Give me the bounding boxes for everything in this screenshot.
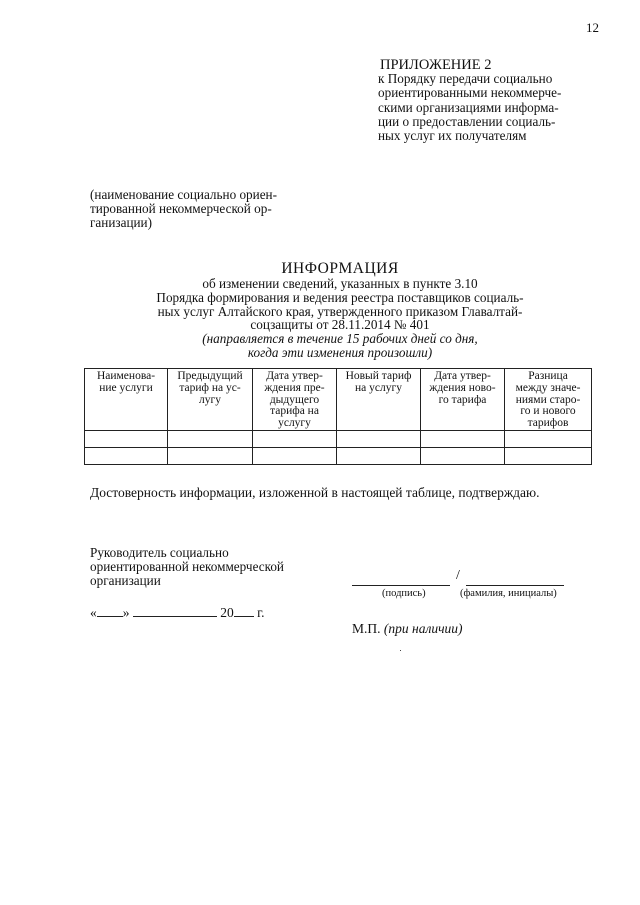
header-previous-tariff: Предыдущий тариф на ус- лугу xyxy=(168,369,253,431)
document-heading xyxy=(110,260,570,360)
appendix-title: ПРИЛОЖЕНИЕ 2 xyxy=(380,57,492,73)
stamp-place xyxy=(352,621,463,637)
table-cell xyxy=(505,430,592,447)
heading-line: ных услуг Алтайского края, утвержденного приказом Главалтай- xyxy=(157,303,523,319)
tariff-change-table xyxy=(84,368,592,465)
manager-line: ориентированной некоммерческой xyxy=(90,559,284,574)
appendix-line: ных услуг их получателям xyxy=(378,128,527,144)
appendix-line: скими организациями информа- xyxy=(378,99,559,115)
table-row xyxy=(85,447,592,464)
org-name-line: (наименование социально ориен- xyxy=(90,187,278,202)
header-new-tariff: Новый тариф на услугу xyxy=(337,369,421,431)
year-suffix: г. xyxy=(257,605,265,620)
year-prefix: 20 xyxy=(220,605,234,620)
table-cell xyxy=(421,447,505,464)
table-row xyxy=(85,430,592,447)
table-cell xyxy=(253,447,337,464)
org-name-line: ганизации) xyxy=(90,215,153,231)
month-blank xyxy=(133,604,217,617)
table-cell xyxy=(168,430,253,447)
date-line xyxy=(90,604,265,621)
heading-line: об изменении сведений, указанных в пункте 3.10 xyxy=(202,276,478,291)
manager-line: организации xyxy=(90,573,161,588)
heading-line: Порядка формирования и ведения реестра поставщиков социаль- xyxy=(156,289,524,305)
stamp-note: (при наличии) xyxy=(383,621,463,636)
appendix-line: к Порядку передачи социально xyxy=(378,71,553,87)
year-blank xyxy=(234,604,254,617)
heading-note-line: (направляется в течение 15 рабочих дней со дня, xyxy=(202,331,478,347)
table-cell xyxy=(85,447,168,464)
heading-note-line: когда эти изменения произошли) xyxy=(247,344,433,360)
header-previous-tariff-date: Дата утвер- ждения пре- дыдущего тарифа на услугу xyxy=(253,369,337,431)
table-cell xyxy=(337,430,421,447)
table-header-row xyxy=(85,369,592,431)
signature-line xyxy=(352,585,450,586)
date-open-quote: « xyxy=(90,605,97,620)
scan-dot xyxy=(400,650,401,651)
header-new-tariff-date: Дата утвер- ждения ново- го тарифа xyxy=(421,369,505,431)
appendix-line: ориентированными некоммерче- xyxy=(378,85,562,101)
day-blank xyxy=(97,604,123,617)
appendix-line: ции о предоставлении социаль- xyxy=(378,113,556,129)
table-cell xyxy=(253,430,337,447)
table-cell xyxy=(505,447,592,464)
table-cell xyxy=(85,430,168,447)
table-cell xyxy=(168,447,253,464)
heading-line: соцзащиты от 28.11.2014 № 401 xyxy=(250,317,430,333)
date-close-quote: » xyxy=(122,605,130,620)
header-service-name: Наименова- ние услуги xyxy=(85,369,168,431)
header-tariff-difference: Разница между значе- ниями старо- го и нового тарифов xyxy=(505,369,592,431)
signature-label: (подпись) xyxy=(382,588,426,599)
name-line xyxy=(466,585,564,586)
organization-name-placeholder xyxy=(90,188,308,231)
table-cell xyxy=(337,447,421,464)
stamp-prefix: М.П. xyxy=(352,621,381,636)
signature-block xyxy=(352,568,582,610)
signature-separator: / xyxy=(456,568,460,583)
manager-title xyxy=(90,546,284,588)
table-cell xyxy=(421,430,505,447)
page-number: 12 xyxy=(586,20,599,35)
appendix-block xyxy=(378,58,600,143)
document-title: ИНФОРМАЦИЯ xyxy=(281,260,399,277)
confirmation-statement: Достоверность информации, изложенной в настоящей таблице, подтверждаю. xyxy=(90,485,540,500)
org-name-line: тированной некоммерческой ор- xyxy=(90,201,272,217)
manager-line: Руководитель социально xyxy=(90,545,229,560)
name-label: (фамилия, инициалы) xyxy=(460,588,557,599)
